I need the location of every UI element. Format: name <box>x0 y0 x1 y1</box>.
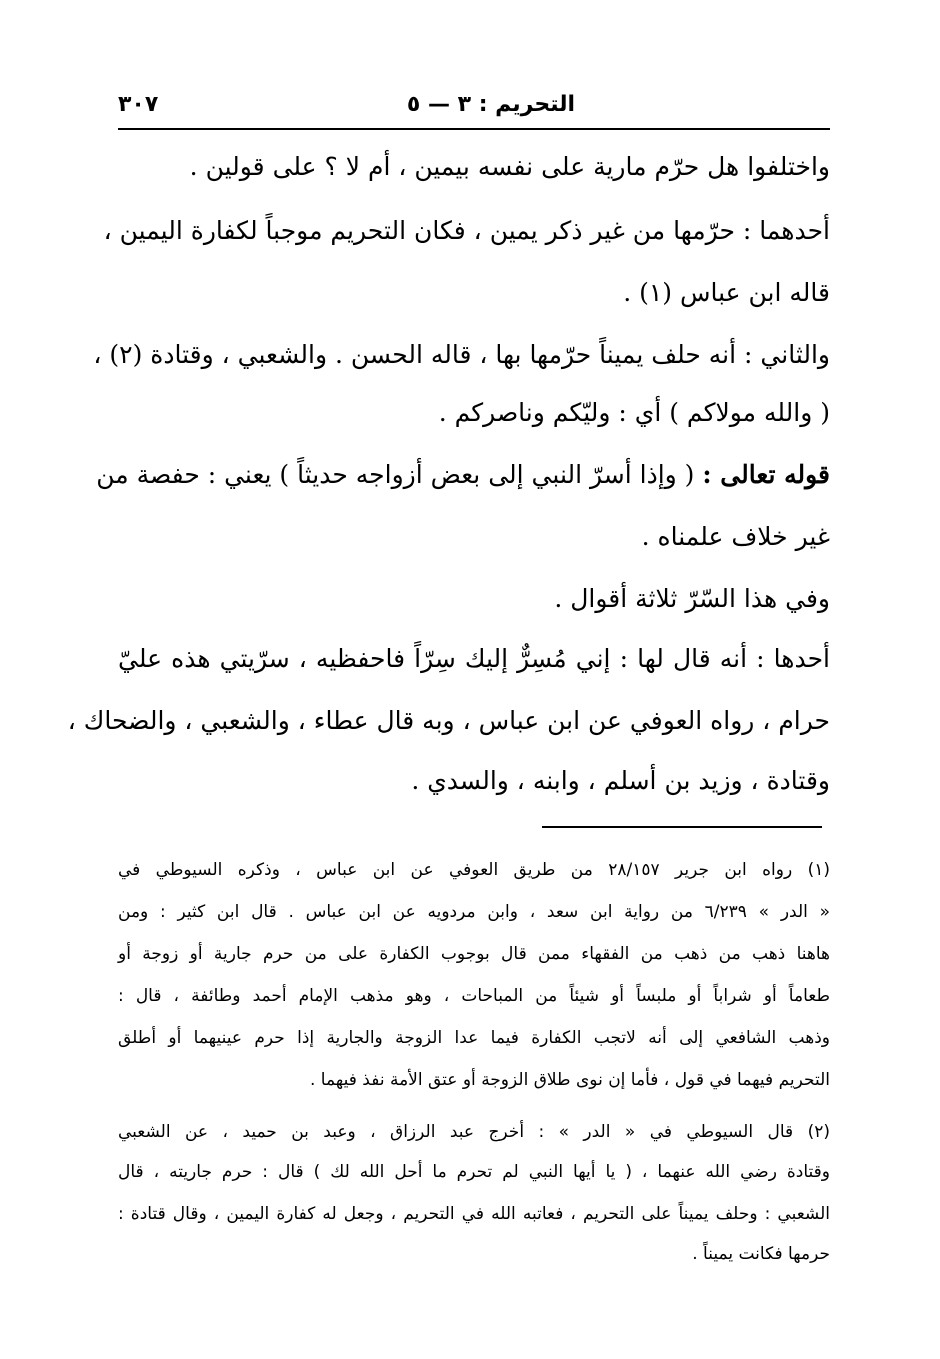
body-line: أحدها : أنه قال لها : إني مُسِرٌّ إليك سِرّاً فاحفظيه ، سرّيتي هذه عليّ <box>118 644 830 673</box>
footnote-line: حرمها فكانت يميناً . <box>692 1244 830 1264</box>
footnote-line: الشعبي : وحلف يميناً على التحريم ، فعاتبه الله في التحريم ، وجعل له كفارة اليمين ، وقال قتادة : <box>118 1204 830 1224</box>
footnote-line: وذهب الشافعي إلى أنه لاتجب الكفارة فيما عدا الزوجة والجارية إذا حرم عينيهما أو أطلق <box>118 1028 830 1048</box>
body-line: قاله ابن عباس (١) . <box>623 278 830 307</box>
footnote-line: التحريم فيهما في قول ، فأما إن نوى طلاق الزوجة أو عتق الأمة نفذ فيهما . <box>309 1070 830 1090</box>
verse-lead: قوله تعالى : <box>702 460 830 489</box>
footnote-line: (١) رواه ابن جرير ٢٨/١٥٧ من طريق العوفي عن ابن عباس ، وذكره السيوطي في <box>118 860 830 880</box>
body-line: وفي هذا السّرّ ثلاثة أقوال . <box>554 584 830 613</box>
chapter-title: التحريم : ٣ — ٥ <box>406 92 575 117</box>
running-header <box>118 92 830 124</box>
page-number: ٣٠٧ <box>118 92 159 117</box>
body-line: غير خلاف علمناه . <box>641 522 830 551</box>
footnote-line: هاهنا ذهب من ذهب من الفقهاء ممن قال بوجوب الكفارة على من حرم جارية أو زوجة أو <box>118 944 830 964</box>
footnote-line: (٢) قال السيوطي في « الدر » : أخرج عبد الرزاق ، وعبد بن حميد ، عن الشعبي <box>118 1122 830 1142</box>
verse-text: ( وإذا أسرّ النبي إلى بعض أزواجه حديثاً ) يعني : حفصة من <box>96 460 703 489</box>
body-line: وقتادة ، وزيد بن أسلم ، وابنه ، والسدي . <box>411 766 830 795</box>
body-line: حرام ، رواه العوفي عن ابن عباس ، وبه قال عطاء ، والشعبي ، والضحاك ، <box>67 706 830 735</box>
header-rule <box>118 128 830 130</box>
body-line: والثاني : أنه حلف يميناً حرّمها بها ، قاله الحسن . والشعبي ، وقتادة (٢) ، <box>93 340 830 369</box>
footnote-line: طعاماً أو شراباً أو ملبساً أو شيئاً من المباحات ، وهو مذهب الإمام أحمد وطائفة ، قال : <box>118 986 830 1006</box>
body-line: أحدهما : حرّمها من غير ذكر يمين ، فكان التحريم موجباً لكفارة اليمين ، <box>103 216 830 245</box>
verse-line <box>96 458 830 492</box>
footnote-line: « الدر » ٦/٢٣٩ من رواية ابن سعد ، وابن مردويه عن ابن عباس . قال ابن كثير : ومن <box>118 902 830 922</box>
body-line: واختلفوا هل حرّم مارية على نفسه بيمين ، أم لا ؟ على قولين . <box>189 152 830 181</box>
footnote-line: وقتادة رضي الله عنهما ، ( يا أيها النبي لم تحرم ما أحل الله لك ) قال : حرم جاريته ، قال <box>118 1162 830 1182</box>
footnote-separator <box>542 826 822 828</box>
body-line: ( والله مولاكم ) أي : وليّكم وناصركم . <box>438 398 830 427</box>
